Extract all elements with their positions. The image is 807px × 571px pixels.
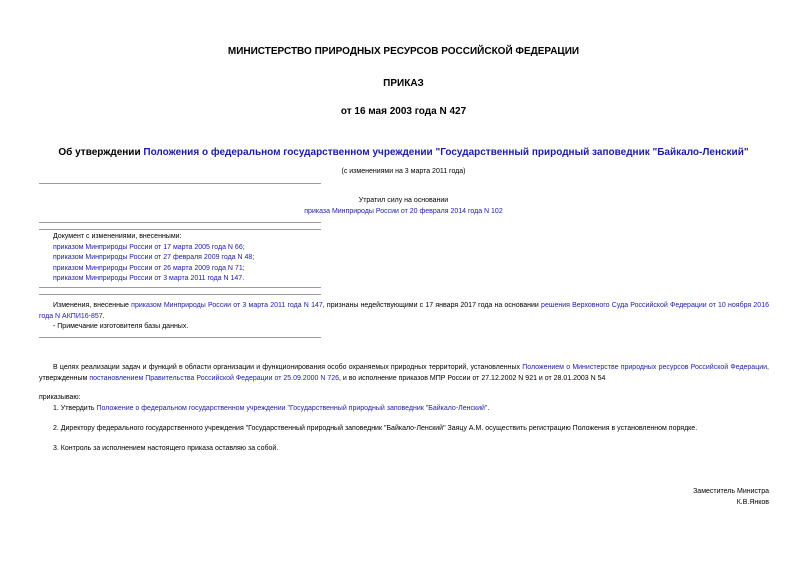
signature-position: Заместитель Министра (693, 488, 769, 495)
item1-suffix: . (487, 405, 490, 412)
note-text-2: , признаны недействующими с 17 января 2017 года на основании (322, 302, 542, 309)
date-number-heading: от 16 мая 2003 года N 427 (340, 106, 467, 117)
intro-link-1[interactable]: Положением о Министерстве природных ресурсов Российской Федерации (522, 364, 768, 371)
changes-heading: Документ с изменениями, внесенными: (53, 233, 182, 240)
changes-list (53, 232, 453, 285)
signature-name: К.В.Янков (736, 498, 769, 506)
divider (39, 294, 321, 295)
expired-link[interactable]: приказа Минприроды России от 20 февраля 2014 года N 102 (304, 208, 503, 215)
divider (39, 229, 321, 230)
change-link-1[interactable]: приказом Минприроды России от 17 марта 2005 года N 66; (53, 243, 245, 251)
note-paragraph (39, 301, 769, 322)
document-title (0, 147, 807, 158)
expired-text: Утратил силу на основании (358, 197, 449, 204)
note-link-2[interactable]: решения Верховного Суда Российской Федерации от 10 ноября 2016 года N АКПИ16-857 (39, 302, 769, 320)
divider (39, 183, 321, 184)
signature-block (693, 487, 769, 508)
intro-text-2: , утвержденным (39, 364, 769, 382)
note-link-1[interactable]: приказом Минприроды России от 3 марта 2011 года N 147 (131, 302, 323, 309)
item1-prefix: 1. Утвердить (53, 405, 97, 412)
order-item-1 (53, 404, 769, 415)
change-link-2[interactable]: приказом Минприроды России от 27 февраля 2009 года N 48; (53, 254, 255, 261)
note-text-1: Изменения, внесенные (53, 302, 132, 309)
divider (39, 222, 321, 223)
item1-link[interactable]: Положение о федеральном государственном учреждении "Государственный природный заповедник "Байкало-Ленский" (96, 405, 488, 412)
intro-text-3: , и во исполнение приказов МПР России от 27.12.2002 N 921 и от 28.01.2003 N 54 (339, 374, 606, 382)
change-link-4[interactable]: приказом Минприроды России от 3 марта 2011 года N 147. (53, 275, 245, 282)
order-item-2: 2. Директору федерального государственного учреждения "Государственный природный заповедник "Байкало-Ленский" Заяцу А.М. осуществить регистрацию Положения в установленном порядке. (53, 425, 698, 432)
title-link[interactable]: Положения о федеральном государственном учреждении "Государственный природный заповедник "Байкало-Ленский" (143, 147, 749, 158)
divider (39, 287, 321, 288)
divider (39, 337, 321, 338)
order-word: приказываю: (39, 394, 81, 401)
change-link-3[interactable]: приказом Минприроды России от 26 марта 2009 года N 71; (53, 264, 245, 272)
intro-paragraph (39, 363, 769, 384)
doc-type-heading: ПРИКАЗ (383, 78, 424, 89)
edition-note: (с изменениями на 3 марта 2011 года) (341, 168, 466, 175)
intro-text-1: В целях реализации задач и функций в области организации и функционирования особо охраняемых природных территорий, установленных (53, 364, 523, 371)
ministry-heading: МИНИСТЕРСТВО ПРИРОДНЫХ РЕСУРСОВ РОССИЙСКОЙ ФЕДЕРАЦИИ (227, 46, 580, 57)
order-item-3: 3. Контроль за исполнением настоящего приказа оставляю за собой. (53, 445, 279, 452)
note-text-3: . (102, 312, 105, 320)
note-remark: - Примечание изготовителя базы данных. (53, 323, 189, 330)
title-prefix: Об утверждении (58, 147, 144, 158)
intro-link-2[interactable]: постановлением Правительства Российской Федерации от 25.09.2000 N 726 (89, 374, 339, 382)
